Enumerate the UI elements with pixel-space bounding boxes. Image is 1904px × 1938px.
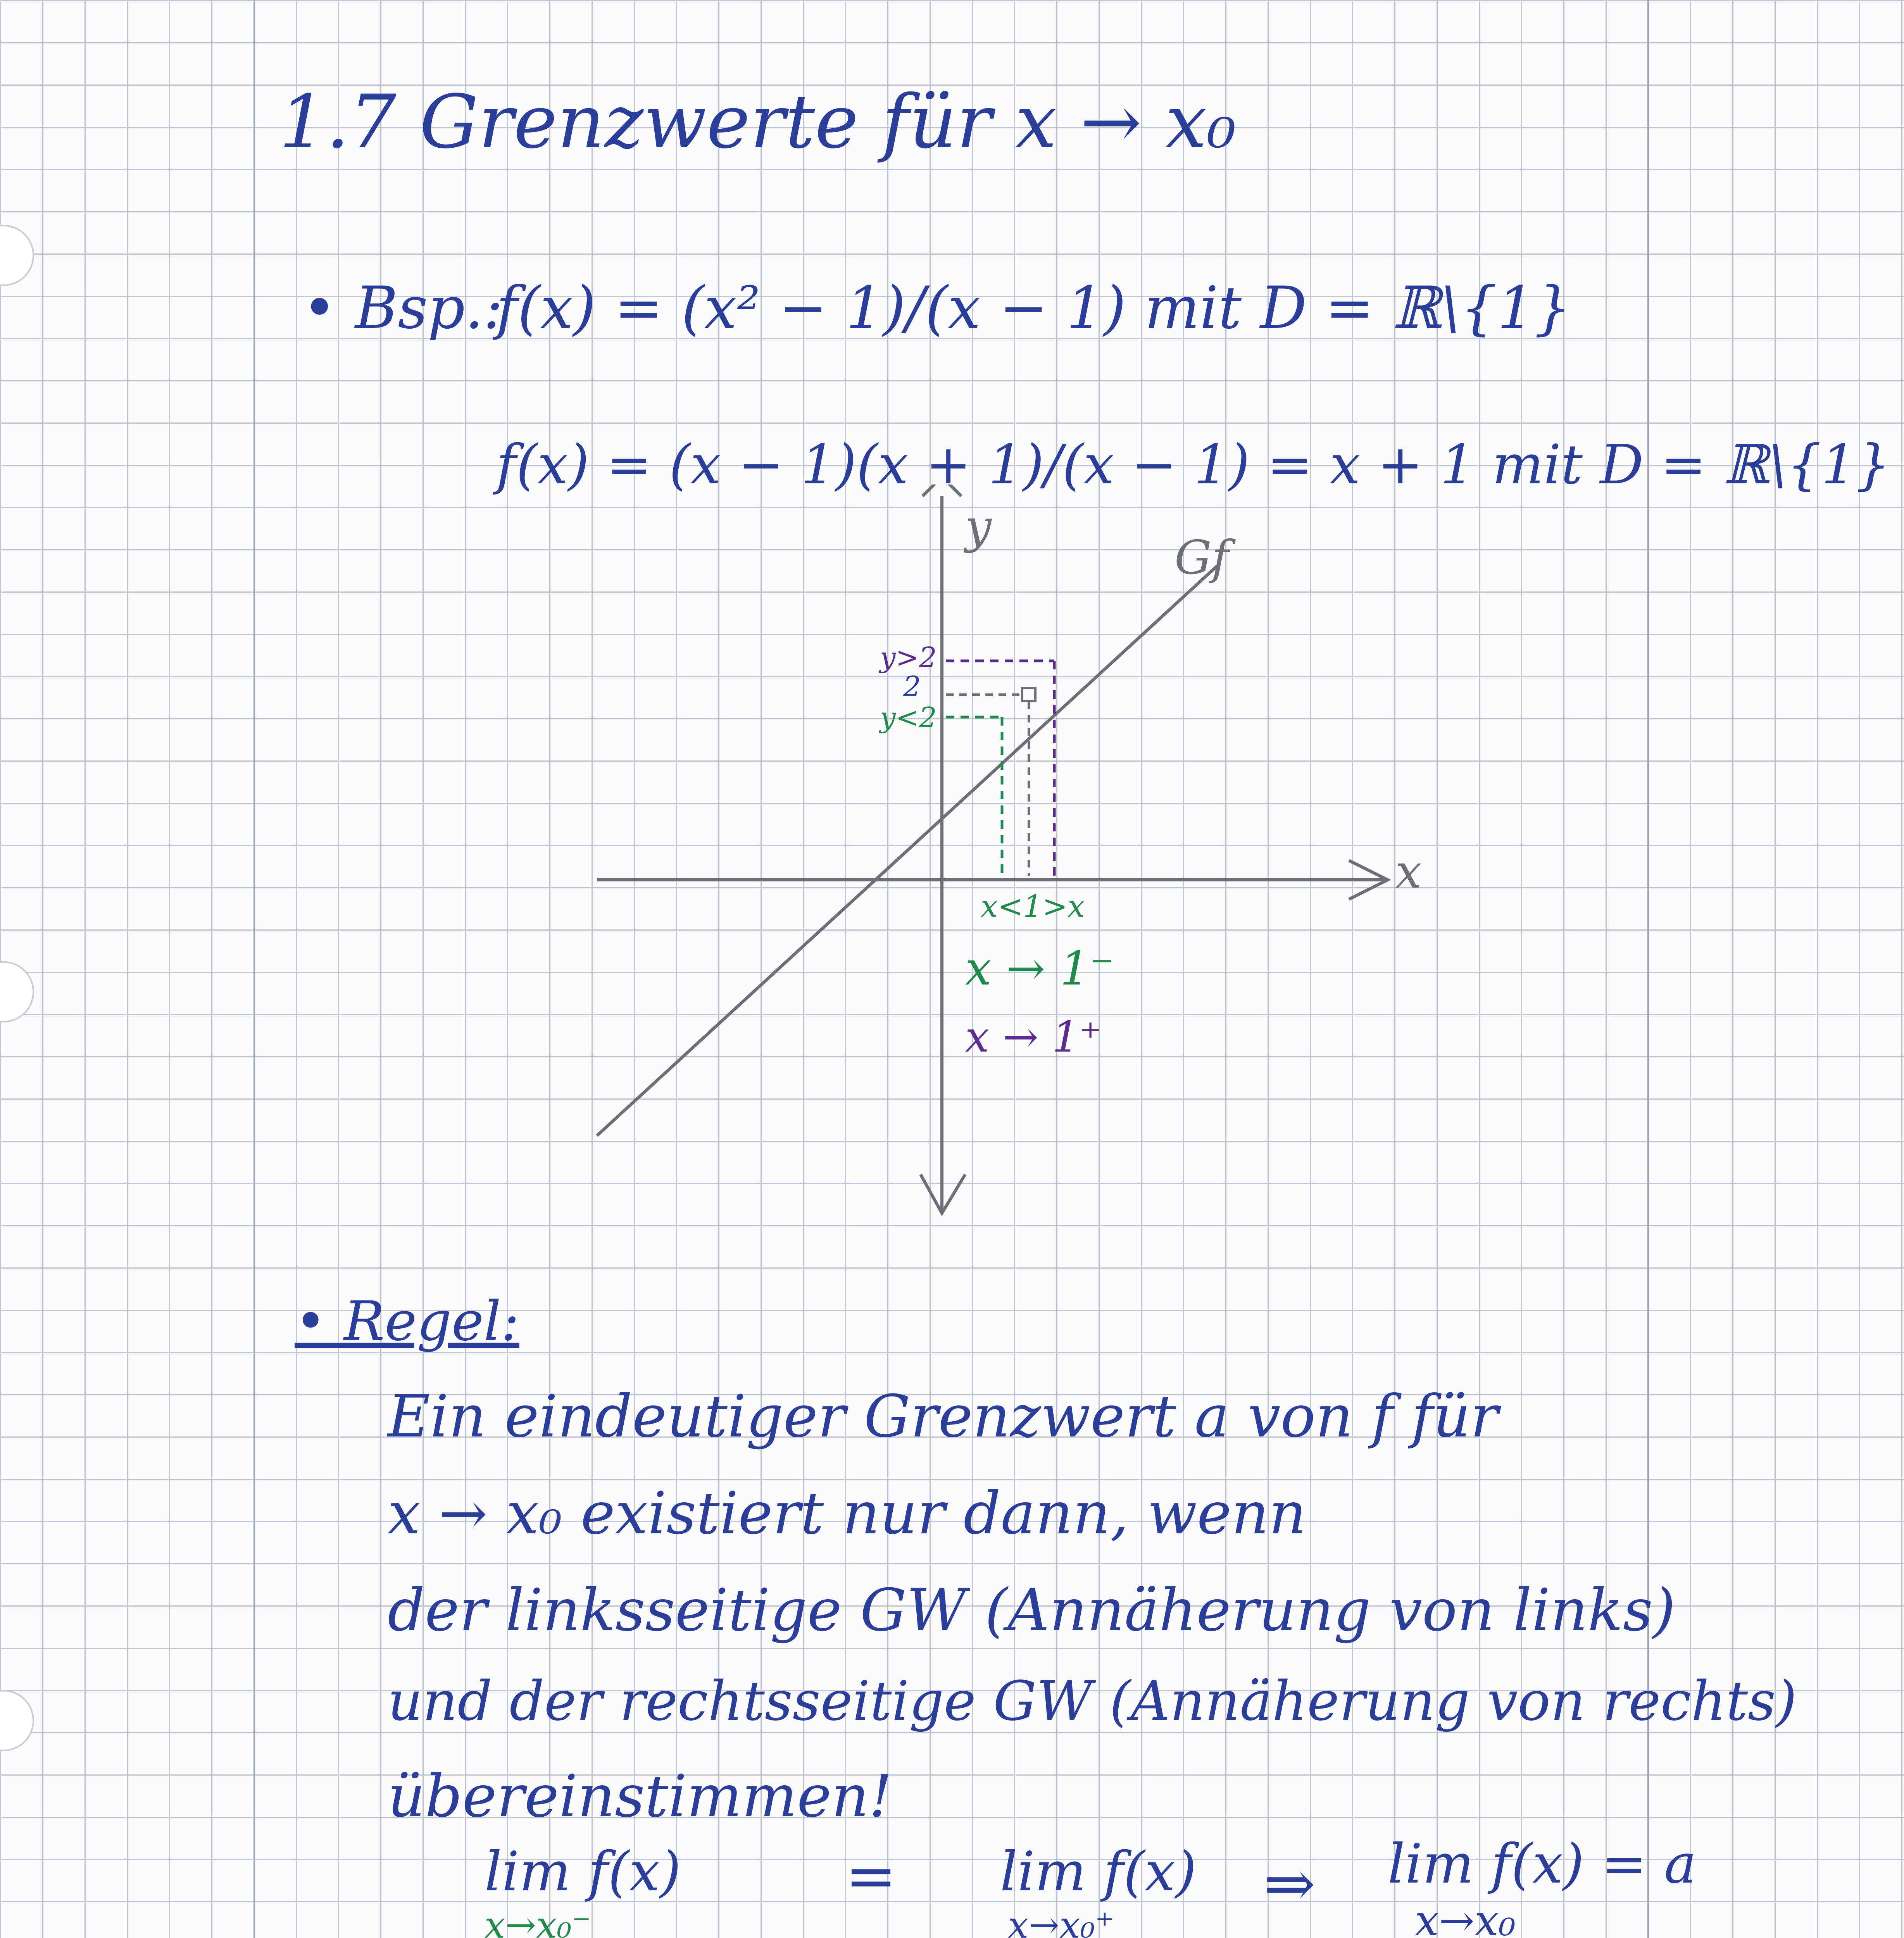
graph-label: Gf: [1174, 531, 1229, 585]
mark-x-ticks: x<1>x: [981, 889, 1085, 924]
rule-line-5: übereinstimmen!: [388, 1763, 892, 1830]
margin-line-right: [1647, 0, 1649, 1938]
punch-hole-1: [0, 225, 34, 286]
graph-sketch: [543, 484, 1473, 1221]
approach-left: x → 1⁻: [965, 942, 1114, 996]
formula-left-sub: x→x₀⁻: [485, 1904, 591, 1938]
formula-right-sub: x→x₀⁺: [1008, 1904, 1114, 1938]
section-heading: 1.7 Grenzwerte für x → x₀: [279, 79, 1237, 165]
example-label: • Bsp.:: [302, 274, 503, 342]
x-axis-label: x: [1395, 845, 1422, 899]
formula-right: lim f(x): [1000, 1840, 1197, 1904]
approach-right: x → 1⁺: [965, 1012, 1102, 1062]
hole-marker: [1022, 688, 1035, 701]
y-axis-arrow-icon: [923, 484, 961, 496]
punch-hole-2: [0, 961, 34, 1022]
formula-equals: =: [845, 1840, 897, 1912]
margin-line-left: [254, 0, 255, 1938]
mark-y-above: y>2: [880, 641, 937, 674]
rule-line-2: x → x₀ existiert nur dann, wenn: [388, 1480, 1307, 1547]
rule-line-1: Ein eindeutiger Grenzwert a von f für: [388, 1383, 1499, 1450]
rule-line-3: der linksseitige GW (Annäherung von links): [388, 1577, 1676, 1644]
rule-label: • Regel:: [295, 1290, 519, 1353]
mark-y-value: 2: [903, 670, 921, 703]
example-simplified: f(x) = (x − 1)(x + 1)/(x − 1) = x + 1 mit D = ℝ\{1}: [496, 433, 1890, 497]
formula-left: lim f(x): [485, 1840, 681, 1904]
formula-implies: ⇒: [1264, 1847, 1316, 1920]
punch-hole-3: [0, 1690, 34, 1751]
mark-y-below: y<2: [880, 701, 937, 734]
formula-result-sub: x→x₀: [1415, 1896, 1516, 1938]
y-axis-label: y: [965, 500, 992, 554]
formula-result: lim f(x) = a: [1388, 1833, 1697, 1896]
example-function: f(x) = (x² − 1)/(x − 1) mit D = ℝ\{1}: [496, 274, 1571, 342]
rule-line-4: und der rechtsseitige GW (Annäherung von rechts): [388, 1670, 1797, 1733]
